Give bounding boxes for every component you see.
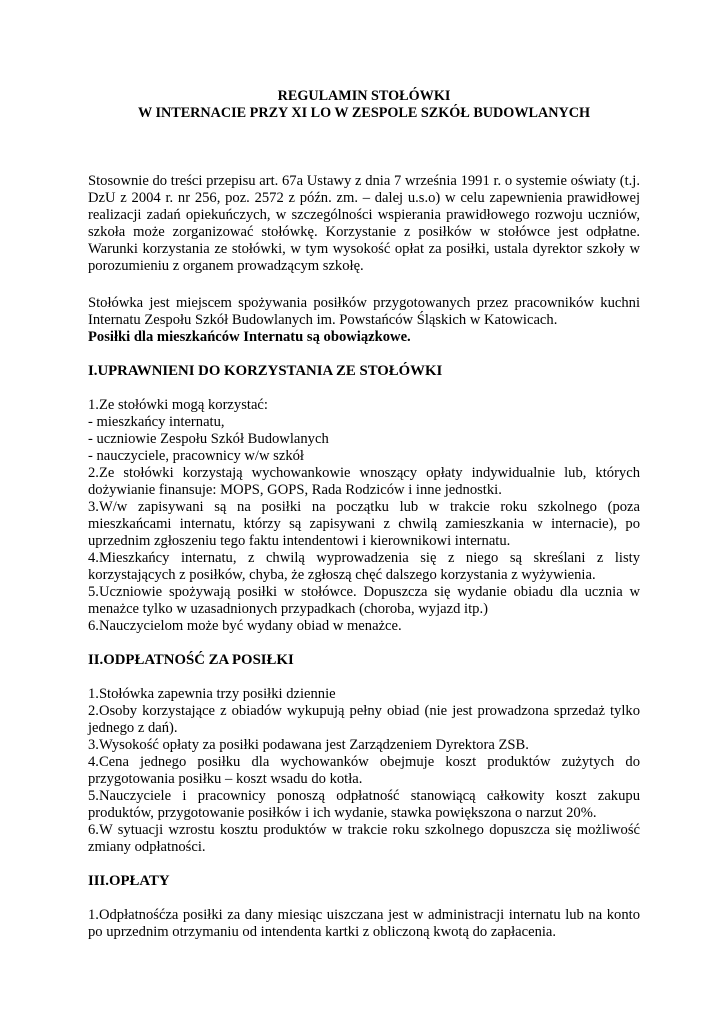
- canteen-description: Stołówka jest miejscem spożywania posiłków przygotowanych przez pracowników kuchni Internatu Zespołu Szkół Budowlanych im. Powstańców Śląskich w Katowicach.: [88, 295, 640, 328]
- section-2-heading: II.ODPŁATNOŚĆ ZA POSIŁKI: [88, 652, 294, 668]
- document-title: [88, 88, 640, 122]
- list-item: 1.Ze stołówki mogą korzystać:: [88, 397, 268, 413]
- list-item: 5.Uczniowie spożywają posiłki w stołówce. Dopuszcza się wydanie obiadu dla ucznia w menażce tylko w uzasadnionych przypadkach (choroba, wyjazd itp.): [88, 584, 640, 617]
- list-item: - nauczyciele, pracownicy w/w szkół: [88, 448, 304, 464]
- list-item: 3.W/w zapisywani są na posiłki na początku lub w trakcie roku szkolnego (poza mieszkańcami internatu, którzy są zapisywani z chwilą zamieszkania w internacie), po uprzednim zgłoszeniu tego faktu intendentowi i kierownikowi internatu.: [88, 499, 640, 549]
- list-item: - uczniowie Zespołu Szkół Budowlanych: [88, 431, 329, 447]
- section-3-heading: III.OPŁATY: [88, 873, 170, 889]
- title-line-2: W INTERNACIE PRZY XI LO W ZESPOLE SZKÓŁ BUDOWLANYCH: [138, 105, 590, 121]
- section-2-list: [88, 686, 640, 856]
- list-item: 5.Nauczyciele i pracownicy ponoszą odpłatność stanowiącą całkowity koszt zakupu produktów, przygotowanie posiłków i ich wydanie, stawka powiększona o narzut 20%.: [88, 788, 640, 821]
- list-item: 4.Cena jednego posiłku dla wychowanków obejmuje koszt produktów zużytych do przygotowania posiłku – koszt wsadu do kotła.: [88, 754, 640, 787]
- section-1-heading: I.UPRAWNIENI DO KORZYSTANIA ZE STOŁÓWKI: [88, 363, 443, 379]
- section-3-item-1: 1.Odpłatnośćza posiłki za dany miesiąc uiszczana jest w administracji internatu lub na konto po uprzednim otrzymaniu od intendenta kartki z obliczoną kwotą do zapłacenia.: [88, 907, 640, 940]
- list-item: 2.Ze stołówki korzystają wychowankowie wnoszący opłaty indywidualnie lub, których dożywianie finansuje: MOPS, GOPS, Rada Rodziców i inne jednostki.: [88, 465, 640, 498]
- meals-mandatory-note: Posiłki dla mieszkańców Internatu są obowiązkowe.: [88, 329, 411, 345]
- intro-paragraph: Stosownie do treści przepisu art. 67a Ustawy z dnia 7 września 1991 r. o systemie oświaty (t.j. DzU z 2004 r. nr 256, poz. 2572 z późn. zm. – dalej u.s.o) w celu zapewnienia prawidłowej realizacji zadań opiekuńczych, w szczególności wspierania prawidłowego rozwoju uczniów, szkoła może zorganizować stołówkę. Korzystanie z posiłków w stołówce jest odpłatne. Warunki korzystania ze stołówki, w tym wysokość opłat za posiłki, ustala dyrektor szkoły w porozumieniu z organem prowadzącym szkołę.: [88, 173, 640, 274]
- list-item: 4.Mieszkańcy internatu, z chwilą wyprowadzenia się z niego są skreślani z listy korzystających z posiłków, chyba, że zgłoszą chęć dalszego korzystania z wyżywienia.: [88, 550, 640, 583]
- document-page: [88, 88, 640, 941]
- list-item: 2.Osoby korzystające z obiadów wykupują pełny obiad (nie jest prowadzona sprzedaż tylko jednego z dań).: [88, 703, 640, 736]
- title-line-1: REGULAMIN STOŁÓWKI: [277, 88, 451, 104]
- list-item: - mieszkańcy internatu,: [88, 414, 225, 430]
- list-item: 3.Wysokość opłaty za posiłki podawana jest Zarządzeniem Dyrektora ZSB.: [88, 737, 529, 753]
- list-item: 1.Stołówka zapewnia trzy posiłki dziennie: [88, 686, 336, 702]
- list-item: 6.W sytuacji wzrostu kosztu produktów w trakcie roku szkolnego dopuszcza się możliwość zmiany odpłatności.: [88, 822, 640, 855]
- section-1-list: [88, 397, 640, 635]
- list-item: 6.Nauczycielom może być wydany obiad w menażce.: [88, 618, 402, 634]
